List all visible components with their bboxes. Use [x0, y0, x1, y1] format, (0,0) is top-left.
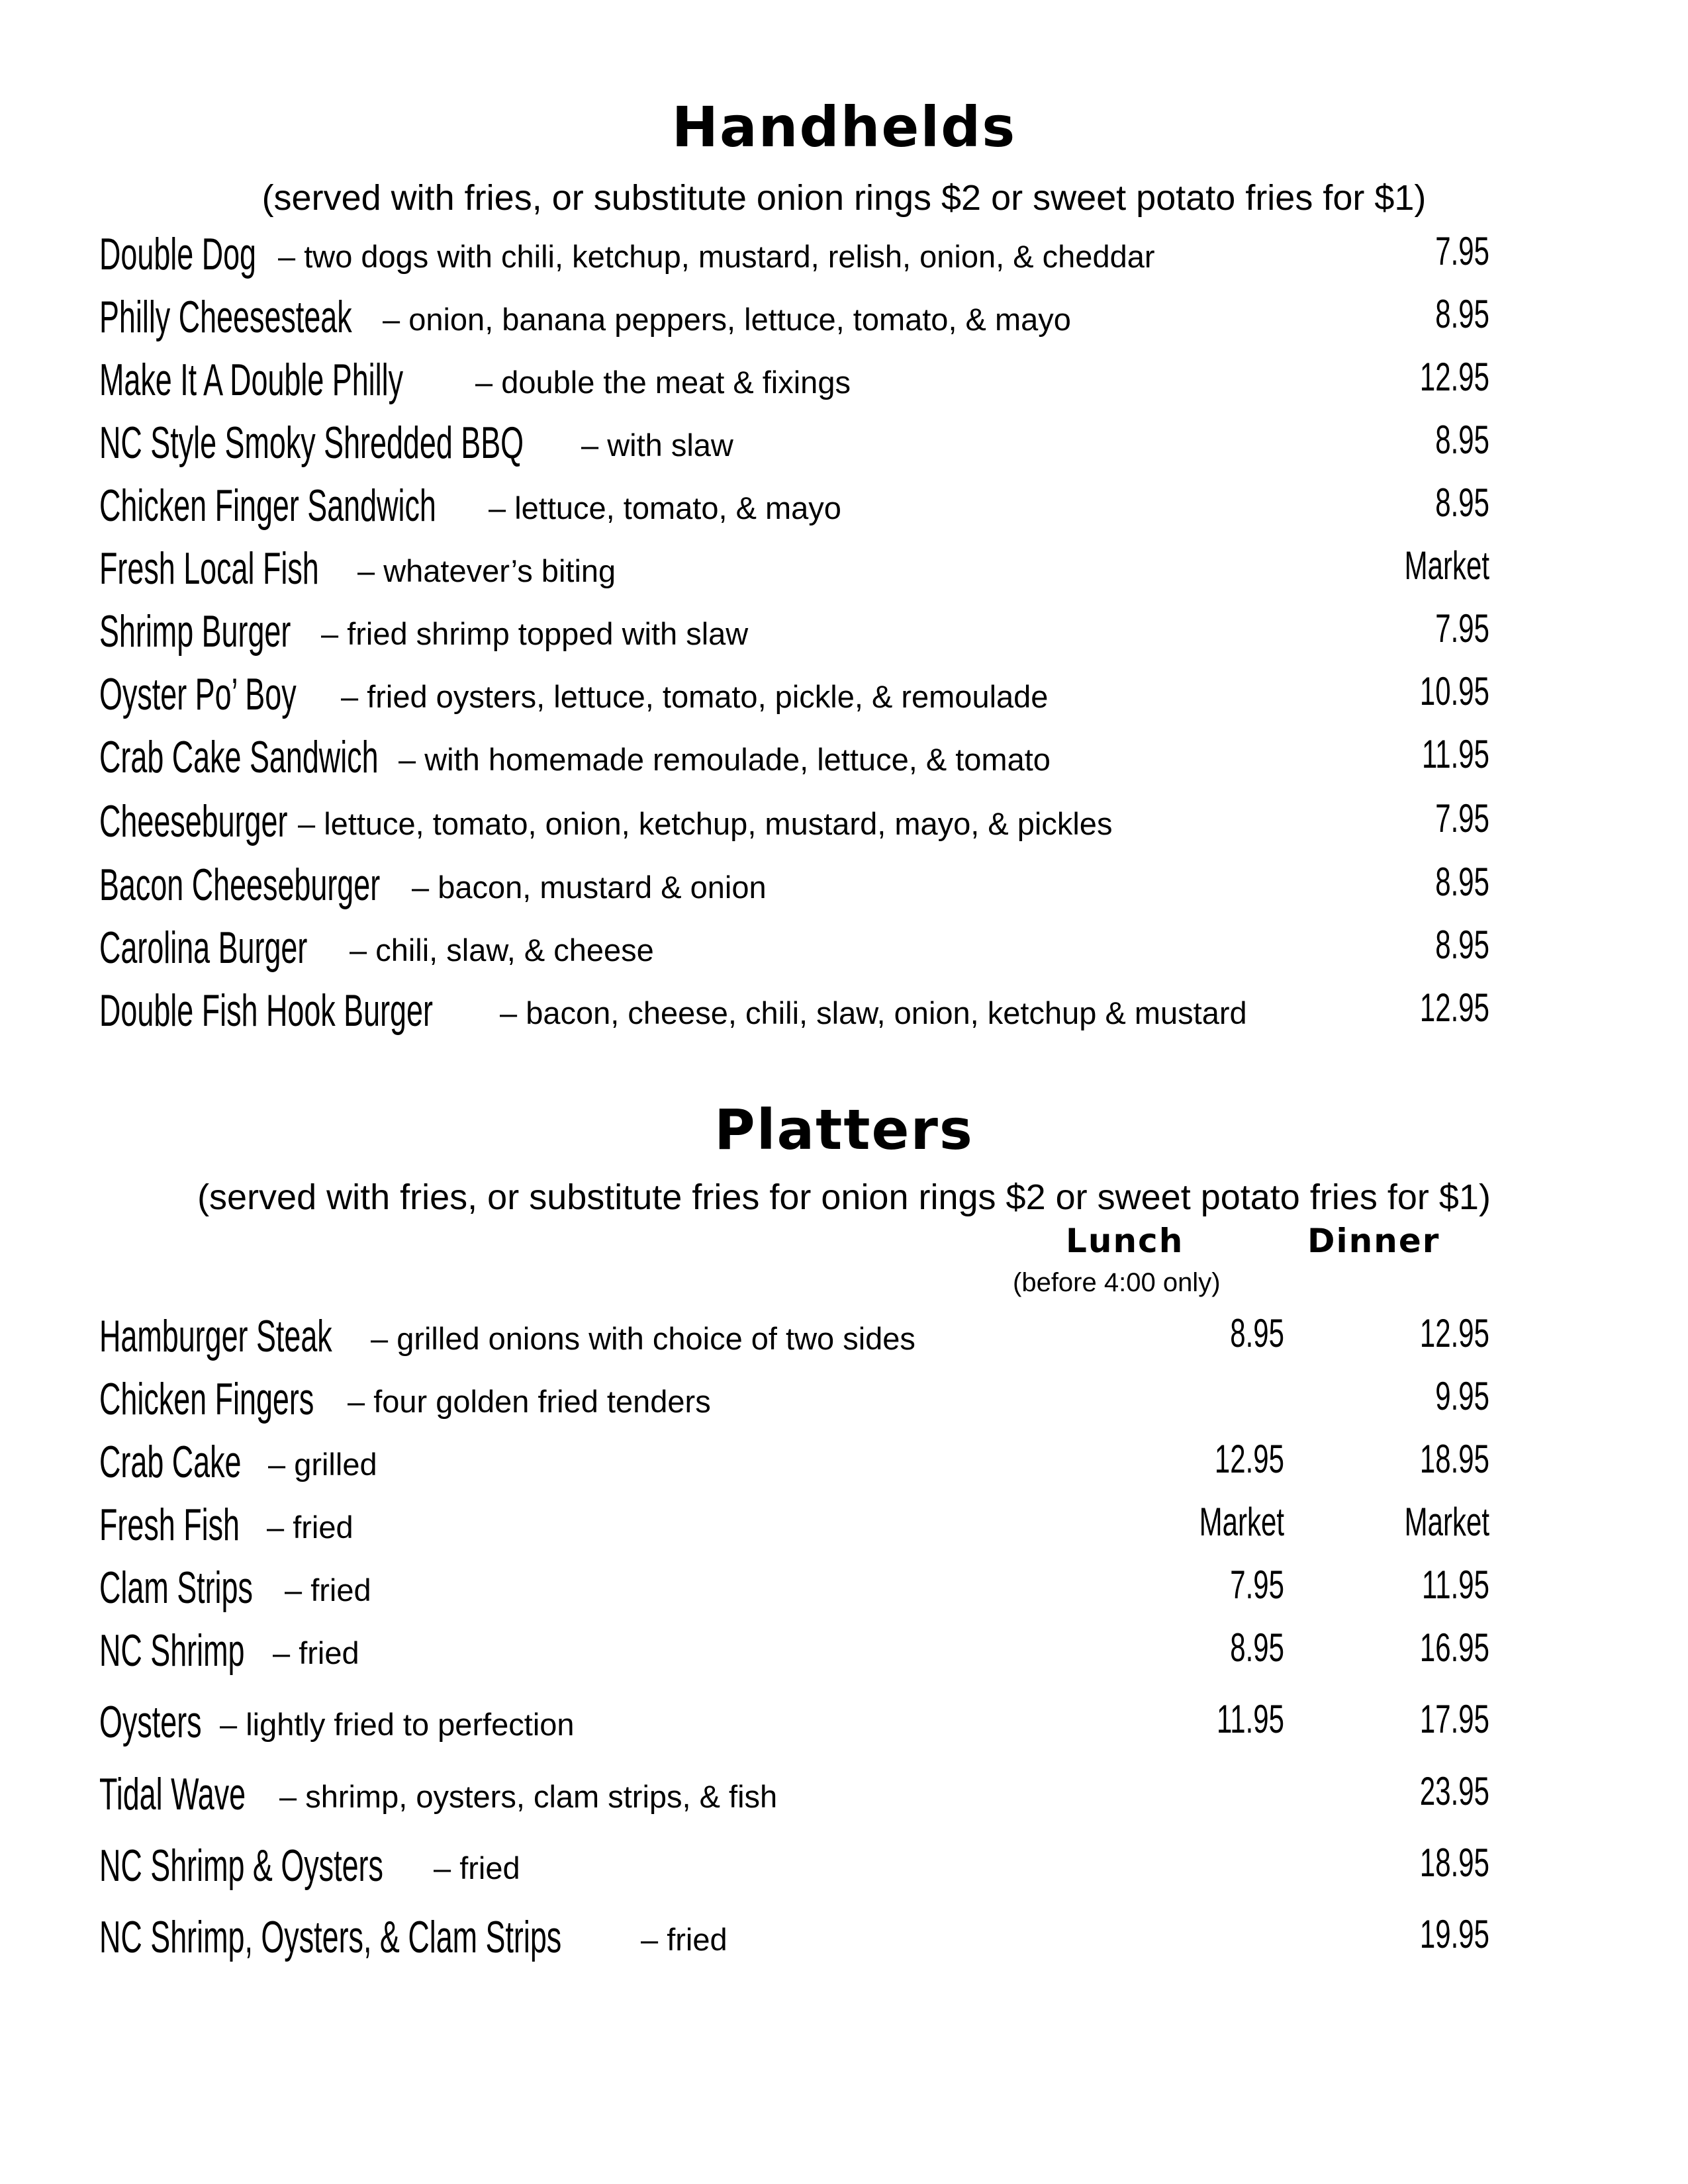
item-description: – whatever’s biting	[357, 553, 616, 588]
lunch-column-header: Lunch	[1066, 1222, 1184, 1260]
item-price: 7.95	[1435, 229, 1489, 273]
item-description: – grilled	[268, 1447, 377, 1482]
dinner-price: 18.95	[1419, 1437, 1489, 1481]
item-name: Double Fish Hook Burger	[99, 985, 433, 1036]
item-name: Hamburger Steak	[99, 1311, 332, 1361]
menu-item	[99, 1311, 1489, 1373]
dinner-column-header: Dinner	[1307, 1222, 1440, 1260]
item-name: Double Dog	[99, 229, 257, 279]
item-description: – chili, slaw, & cheese	[350, 933, 654, 968]
dinner-price: 18.95	[1419, 1841, 1489, 1885]
item-description: – fried	[273, 1635, 359, 1670]
item-description: – fried shrimp topped with slaw	[321, 616, 749, 651]
dinner-price: 23.95	[1419, 1769, 1489, 1813]
menu-item	[99, 925, 1489, 985]
menu-item	[99, 1843, 1489, 1903]
dinner-price: 12.95	[1419, 1311, 1489, 1355]
item-price: 12.95	[1419, 985, 1489, 1030]
menu-item	[99, 862, 1489, 922]
menu-item	[99, 796, 1489, 858]
menu-item	[99, 606, 1489, 668]
item-description: – fried	[434, 1850, 520, 1886]
item-name: Tidal Wave	[99, 1769, 246, 1819]
item-price: 8.95	[1435, 923, 1489, 967]
lunch-price: 8.95	[1230, 1625, 1284, 1670]
item-price: 8.95	[1435, 292, 1489, 336]
dinner-price: 19.95	[1419, 1912, 1489, 1956]
item-description: – onion, banana peppers, lettuce, tomato, & mayo	[383, 302, 1071, 337]
menu-item	[99, 480, 1489, 543]
item-price: 11.95	[1422, 732, 1489, 776]
item-name: NC Shrimp & Oysters	[99, 1841, 383, 1891]
item-price: Market	[1404, 543, 1489, 588]
lunch-price: 8.95	[1230, 1311, 1284, 1355]
lunch-price: 12.95	[1214, 1437, 1284, 1481]
menu-item	[99, 1565, 1489, 1625]
lunch-price: 7.95	[1230, 1563, 1284, 1607]
item-name: Crab Cake Sandwich	[99, 732, 379, 782]
dinner-price: 9.95	[1435, 1374, 1489, 1418]
menu-item	[99, 292, 1489, 354]
item-name: Bacon Cheeseburger	[99, 860, 381, 910]
item-description: – double the meat & fixings	[475, 365, 851, 400]
item-description: – lightly fried to perfection	[220, 1707, 575, 1742]
menu-item	[99, 357, 1489, 417]
dinner-price: 11.95	[1422, 1563, 1489, 1607]
menu-item	[99, 669, 1489, 731]
item-description: – fried	[285, 1572, 371, 1608]
item-name: NC Style Smoky Shredded BBQ	[99, 418, 524, 468]
item-description: – with slaw	[581, 428, 733, 463]
item-name: Chicken Finger Sandwich	[99, 480, 436, 531]
menu-item	[99, 420, 1489, 480]
menu-item	[99, 1697, 1489, 1759]
item-name: Fresh Local Fish	[99, 543, 319, 594]
item-description: – shrimp, oysters, clam strips, & fish	[279, 1779, 778, 1814]
item-description: – fried	[641, 1922, 727, 1957]
menu-item	[99, 1439, 1489, 1499]
handhelds-title: Handhelds	[671, 95, 1017, 159]
item-description: – grilled onions with choice of two sides	[371, 1321, 915, 1356]
item-name: Philly Cheesesteak	[99, 292, 352, 342]
item-description: – lettuce, tomato, onion, ketchup, mustard, mayo, & pickles	[298, 806, 1113, 841]
item-name: Oysters	[99, 1697, 202, 1747]
item-name: Cheeseburger	[99, 796, 288, 846]
menu-item	[99, 1625, 1489, 1688]
menu-item	[99, 543, 1489, 606]
item-price: 7.95	[1435, 796, 1489, 841]
item-name: Shrimp Burger	[99, 606, 291, 657]
menu-item	[99, 1912, 1489, 1974]
item-description: – bacon, mustard & onion	[412, 870, 767, 905]
dinner-price: 17.95	[1419, 1697, 1489, 1741]
item-price: 8.95	[1435, 418, 1489, 462]
item-name: Clam Strips	[99, 1563, 253, 1613]
item-price: 8.95	[1435, 480, 1489, 525]
menu-item	[99, 985, 1489, 1048]
item-name: Oyster Po’ Boy	[99, 669, 297, 719]
item-price: 7.95	[1435, 606, 1489, 651]
item-description: – four golden fried tenders	[348, 1384, 711, 1419]
lunch-time-note: (before 4:00 only)	[1013, 1268, 1221, 1297]
item-description: – with homemade remoulade, lettuce, & tomato	[399, 742, 1051, 777]
item-name: NC Shrimp	[99, 1625, 245, 1676]
menu-item	[99, 1374, 1489, 1436]
lunch-price: 11.95	[1217, 1697, 1284, 1741]
item-name: Chicken Fingers	[99, 1374, 314, 1424]
item-name: NC Shrimp, Oysters, & Clam Strips	[99, 1912, 562, 1962]
platters-title: Platters	[714, 1097, 974, 1162]
menu-item	[99, 1769, 1489, 1831]
item-price: 10.95	[1419, 669, 1489, 713]
item-description: – bacon, cheese, chili, slaw, onion, ketchup & mustard	[500, 995, 1247, 1030]
item-price: 8.95	[1435, 860, 1489, 904]
item-name: Make It A Double Philly	[99, 355, 404, 405]
item-description: – fried oysters, lettuce, tomato, pickle, & remoulade	[341, 679, 1049, 714]
item-price: 12.95	[1419, 355, 1489, 399]
dinner-price: 16.95	[1419, 1625, 1489, 1670]
item-name: Fresh Fish	[99, 1500, 240, 1550]
lunch-price: Market	[1199, 1500, 1284, 1544]
item-description: – fried	[267, 1510, 353, 1545]
platters-subtitle: (served with fries, or substitute fries for onion rings $2 or sweet potato fries for $1)	[197, 1177, 1491, 1217]
menu-item	[99, 229, 1489, 291]
menu-item	[99, 1502, 1489, 1562]
item-name: Crab Cake	[99, 1437, 242, 1487]
dinner-price: Market	[1404, 1500, 1489, 1544]
item-description: – two dogs with chili, ketchup, mustard, relish, onion, & cheddar	[278, 239, 1155, 274]
handhelds-subtitle: (served with fries, or substitute onion rings $2 or sweet potato fries for $1)	[261, 178, 1427, 218]
item-name: Carolina Burger	[99, 923, 308, 973]
menu-item	[99, 732, 1489, 794]
item-description: – lettuce, tomato, & mayo	[489, 490, 841, 525]
